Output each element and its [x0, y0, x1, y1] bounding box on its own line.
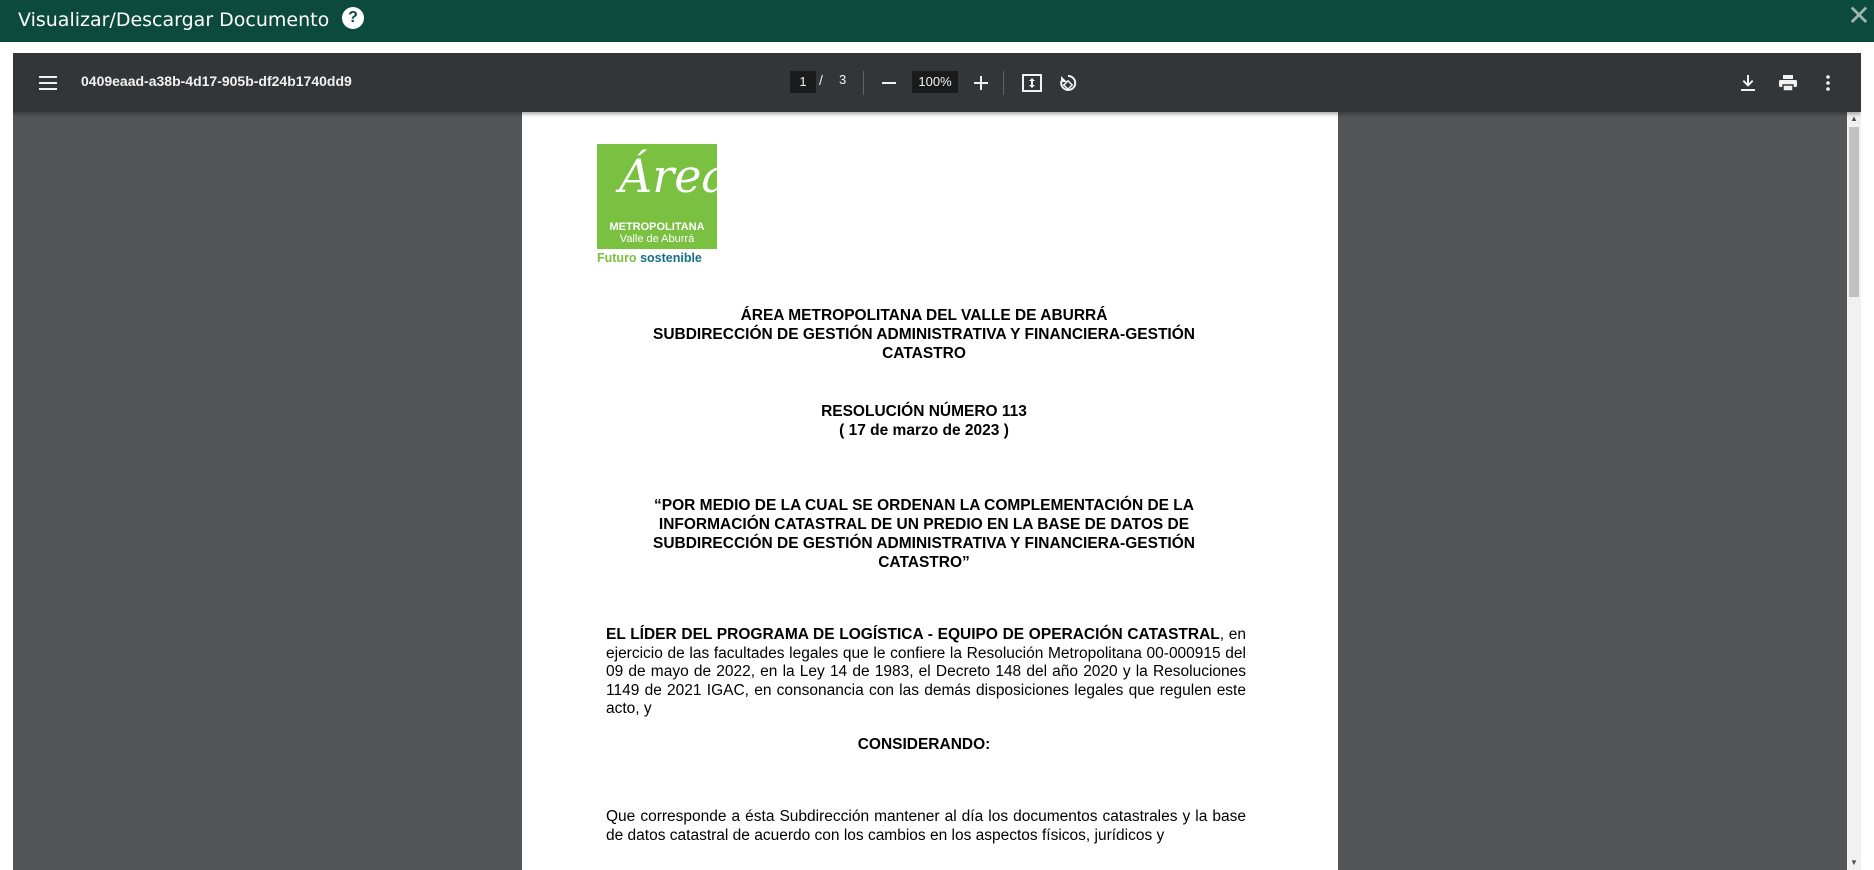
resolution-line: RESOLUCIÓN NÚMERO 113 — [821, 403, 1027, 420]
logo-tagline-a: Futuro — [597, 251, 637, 265]
download-icon[interactable] — [1733, 68, 1763, 98]
logo-script-text: Área — [619, 149, 729, 203]
intro-paragraph — [606, 626, 1246, 719]
subject-line: INFORMACIÓN CATASTRAL DE UN PREDIO EN LA BASE DE DATOS DE — [658, 516, 1190, 533]
close-icon[interactable]: ✕ — [1847, 0, 1871, 31]
subject-line: CATASTRO” — [878, 554, 970, 571]
page-total: 3 — [839, 72, 847, 87]
fit-page-icon[interactable] — [1017, 68, 1047, 98]
area-metropolitana-logo — [597, 144, 729, 268]
page-number-input[interactable]: 1 — [790, 71, 816, 93]
scroll-down-icon[interactable]: ▼ — [1850, 858, 1858, 867]
more-vert-icon[interactable] — [1813, 68, 1843, 98]
help-icon[interactable]: ? — [342, 7, 364, 29]
scrollbar[interactable] — [1847, 112, 1861, 870]
toolbar-divider — [863, 71, 864, 95]
scroll-up-icon[interactable]: ▲ — [1850, 114, 1858, 123]
zoom-out-icon[interactable] — [876, 70, 902, 96]
zoom-input[interactable]: 100% — [912, 71, 958, 93]
logo-box — [597, 144, 729, 249]
subject-line: SUBDIRECCIÓN DE GESTIÓN ADMINISTRATIVA Y FINANCIERA-GESTIÓN — [653, 535, 1195, 552]
logo-line1: METROPOLITANA — [609, 221, 705, 233]
pdf-viewer — [13, 53, 1861, 870]
header-line: ÁREA METROPOLITANA DEL VALLE DE ABURRÁ — [740, 307, 1108, 324]
intro-text: , en ejercicio de las facultades legales que le confiere la Resolución Metropolitana 00-000915 del 09 de mayo de 2022, en la Ley 14 de 1983, el Decreto 148 del año 2020 y la Resoluciones 1149 de 2021 IGAC, en consonancia con las demás disposiciones legales que regulen este acto, y — [606, 626, 1246, 717]
page-separator: / — [819, 72, 823, 88]
menu-icon[interactable] — [35, 70, 61, 96]
pdf-toolbar — [13, 53, 1861, 112]
header-line: CATASTRO — [882, 345, 966, 362]
logo-tagline-b: sostenible — [640, 251, 702, 265]
body-paragraph: Que corresponde a ésta Subdirección mantener al día los documentos catastrales y la base de datos catastral de acuerdo con los cambios en los aspectos físicos, jurídicos y — [606, 808, 1246, 844]
logo-tagline — [597, 251, 702, 265]
toolbar-divider — [1003, 71, 1004, 95]
resolution-subject — [642, 496, 1206, 572]
intro-bold: EL LÍDER DEL PROGRAMA DE LOGÍSTICA - EQUIPO DE OPERACIÓN CATASTRAL — [606, 626, 1220, 643]
modal-header — [0, 0, 1874, 42]
subject-line: “POR MEDIO DE LA CUAL SE ORDENAN LA COMPLEMENTACIÓN DE LA — [654, 497, 1194, 514]
modal-title: Visualizar/Descargar Documento — [18, 9, 330, 31]
resolution-line: ( 17 de marzo de 2023 ) — [839, 422, 1009, 439]
considerando-heading: CONSIDERANDO: — [857, 736, 991, 753]
resolution-heading — [642, 402, 1206, 440]
document-header — [642, 306, 1206, 363]
pdf-page — [522, 112, 1338, 870]
print-icon[interactable] — [1773, 68, 1803, 98]
logo-line2: Valle de Aburrá — [619, 233, 695, 245]
zoom-in-icon[interactable] — [968, 70, 994, 96]
header-line: SUBDIRECCIÓN DE GESTIÓN ADMINISTRATIVA Y FINANCIERA-GESTIÓN — [653, 326, 1195, 343]
scroll-thumb[interactable] — [1849, 127, 1859, 297]
rotate-icon[interactable] — [1053, 68, 1083, 98]
document-name: 0409eaad-a38b-4d17-905b-df24b1740dd9 — [81, 73, 352, 89]
